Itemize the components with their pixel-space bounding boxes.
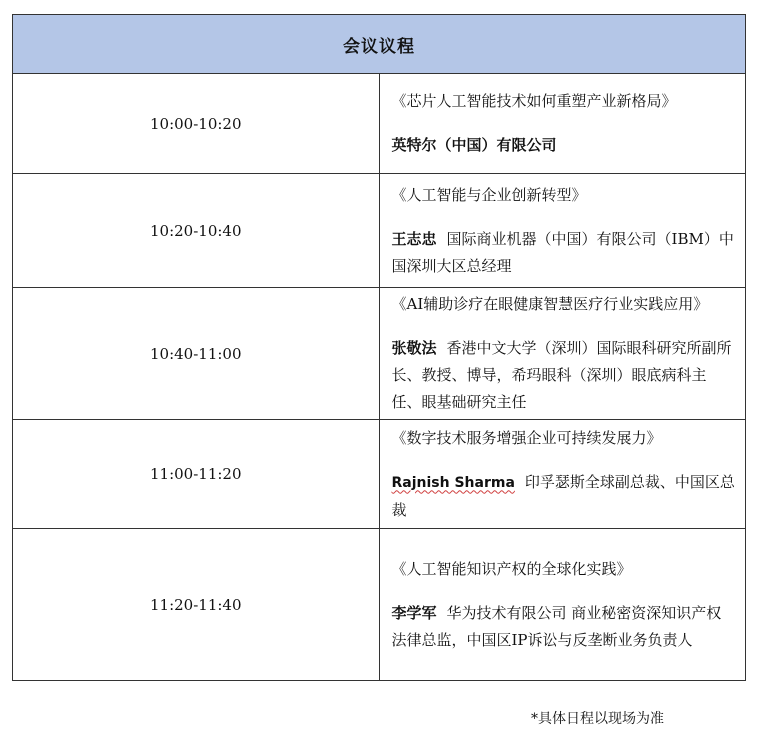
- session-row: [13, 74, 746, 174]
- session-content: [379, 174, 746, 288]
- session-time: 11:20-11:40: [13, 529, 380, 681]
- session-speaker: 英特尔（中国）有限公司: [391, 136, 557, 154]
- session-time: 10:40-11:00: [13, 288, 380, 420]
- session-speaker-role: 香港中文大学（深圳）国际眼科研究所副所长、教授、博导，希玛眼科（深圳）眼底病科主任、眼基础研究主任: [391, 339, 732, 411]
- session-topic: 《数字技术服务增强企业可持续发展力》: [391, 428, 662, 447]
- agenda-table: [12, 14, 746, 681]
- session-speaker: 王志忠: [391, 229, 437, 248]
- session-speaker: 张敬法: [391, 339, 437, 357]
- session-row: [13, 288, 746, 420]
- session-topic: 《芯片人工智能技术如何重塑产业新格局》: [391, 92, 677, 110]
- session-topic: 《AI辅助诊疗在眼健康智慧医疗行业实践应用》: [391, 295, 709, 313]
- session-content: [379, 288, 746, 420]
- session-speaker: 李学军: [391, 603, 437, 622]
- session-content: [379, 74, 746, 174]
- session-topic: 《人工智能与企业创新转型》: [391, 185, 587, 204]
- session-row: [13, 420, 746, 529]
- session-time: 10:00-10:20: [13, 74, 380, 174]
- session-time: 10:20-10:40: [13, 174, 380, 288]
- session-content: [379, 529, 746, 681]
- session-row: [13, 174, 746, 288]
- session-speaker: Rajnish Sharma: [391, 474, 515, 491]
- schedule-note: *具体日程以现场为准: [531, 711, 664, 727]
- session-time: 11:00-11:20: [13, 420, 380, 529]
- session-speaker-role: 印孚瑟斯全球副总裁、中国区总裁: [391, 472, 735, 519]
- session-topic: 《人工智能知识产权的全球化实践》: [391, 559, 632, 578]
- session-speaker-role: 华为技术有限公司 商业秘密资深知识产权法律总监，中国区IP诉讼与反垄断业务负责人: [391, 603, 722, 649]
- session-content: [379, 420, 746, 529]
- agenda-title: 会议议程: [13, 15, 746, 74]
- session-speaker-role: 国际商业机器（中国）有限公司（IBM）中国深圳大区总经理: [391, 229, 734, 275]
- session-row: [13, 529, 746, 681]
